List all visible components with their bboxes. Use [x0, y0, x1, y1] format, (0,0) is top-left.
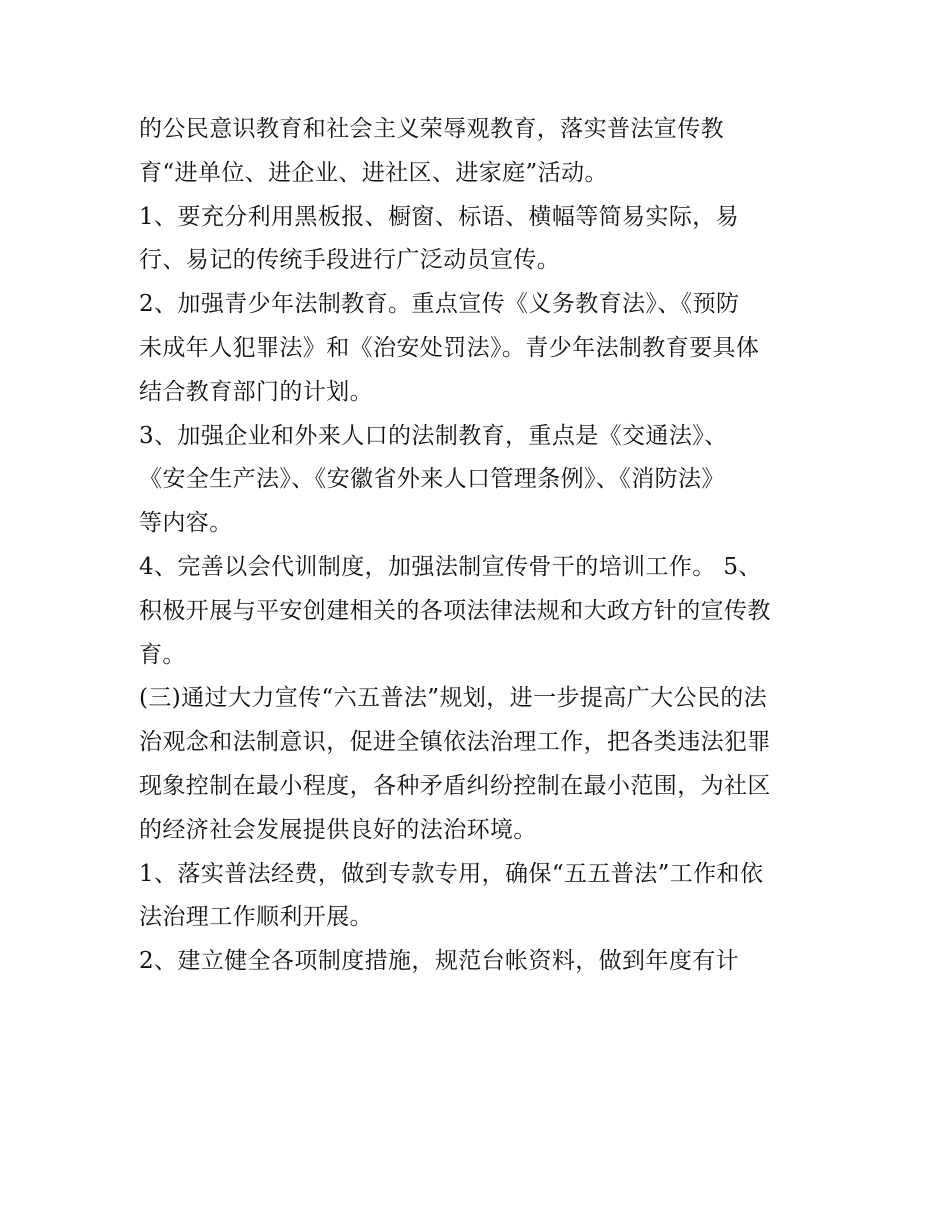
text-line: 《安全生产法》、《安徽省外来人口管理条例》、《消防法》	[139, 466, 725, 493]
text-line: 的公民意识教育和社会主义荣辱观教育，落实普法宣传教	[139, 116, 724, 142]
text-line: 结合教育部门的计划。	[139, 378, 373, 405]
text-line: 育。	[139, 641, 186, 668]
text-line: 未成年人犯罪法》和《治安处罚法》。青少年法制教育要具体	[139, 334, 760, 361]
text-line: 行、易记的传统手段进行广泛动员宣传。	[139, 247, 561, 274]
text-line: 法治理工作顺利开展。	[139, 904, 373, 931]
text-line: 育“进单位、进企业、进社区、进家庭”活动。	[139, 159, 608, 186]
text-line: 等内容。	[139, 510, 233, 537]
text-line: (三)通过大力宣传“六五普法”规划，进一步提高广大公民的法	[139, 685, 768, 712]
text-line: 现象控制在最小程度，各种矛盾纠纷控制在最小范围，为社区	[139, 772, 771, 799]
text-line: 3、加强企业和外来人口的法制教育，重点是《交通法》、	[139, 422, 728, 449]
text-line: 积极开展与平安创建相关的各项法律法规和大政方针的宣传教	[139, 597, 771, 624]
text-line: 1、要充分利用黑板报、橱窗、标语、横幅等简易实际，易	[139, 203, 740, 230]
text-line: 1、落实普法经费，做到专款专用，确保“五五普法”工作和依	[139, 860, 764, 887]
text-line: 2、建立健全各项制度措施，规范台帐资料，做到年度有计	[139, 948, 740, 975]
text-line: 4、完善以会代训制度，加强法制宣传骨干的培训工作。 5、	[139, 553, 762, 580]
text-line: 治观念和法制意识，促进全镇依法治理工作，把各类违法犯罪	[139, 729, 771, 756]
document-body	[139, 108, 819, 984]
text-line: 的经济社会发展提供良好的法治环境。	[139, 816, 537, 843]
text-line: 2、加强青少年法制教育。重点宣传《义务教育法》、《预防	[139, 291, 740, 318]
